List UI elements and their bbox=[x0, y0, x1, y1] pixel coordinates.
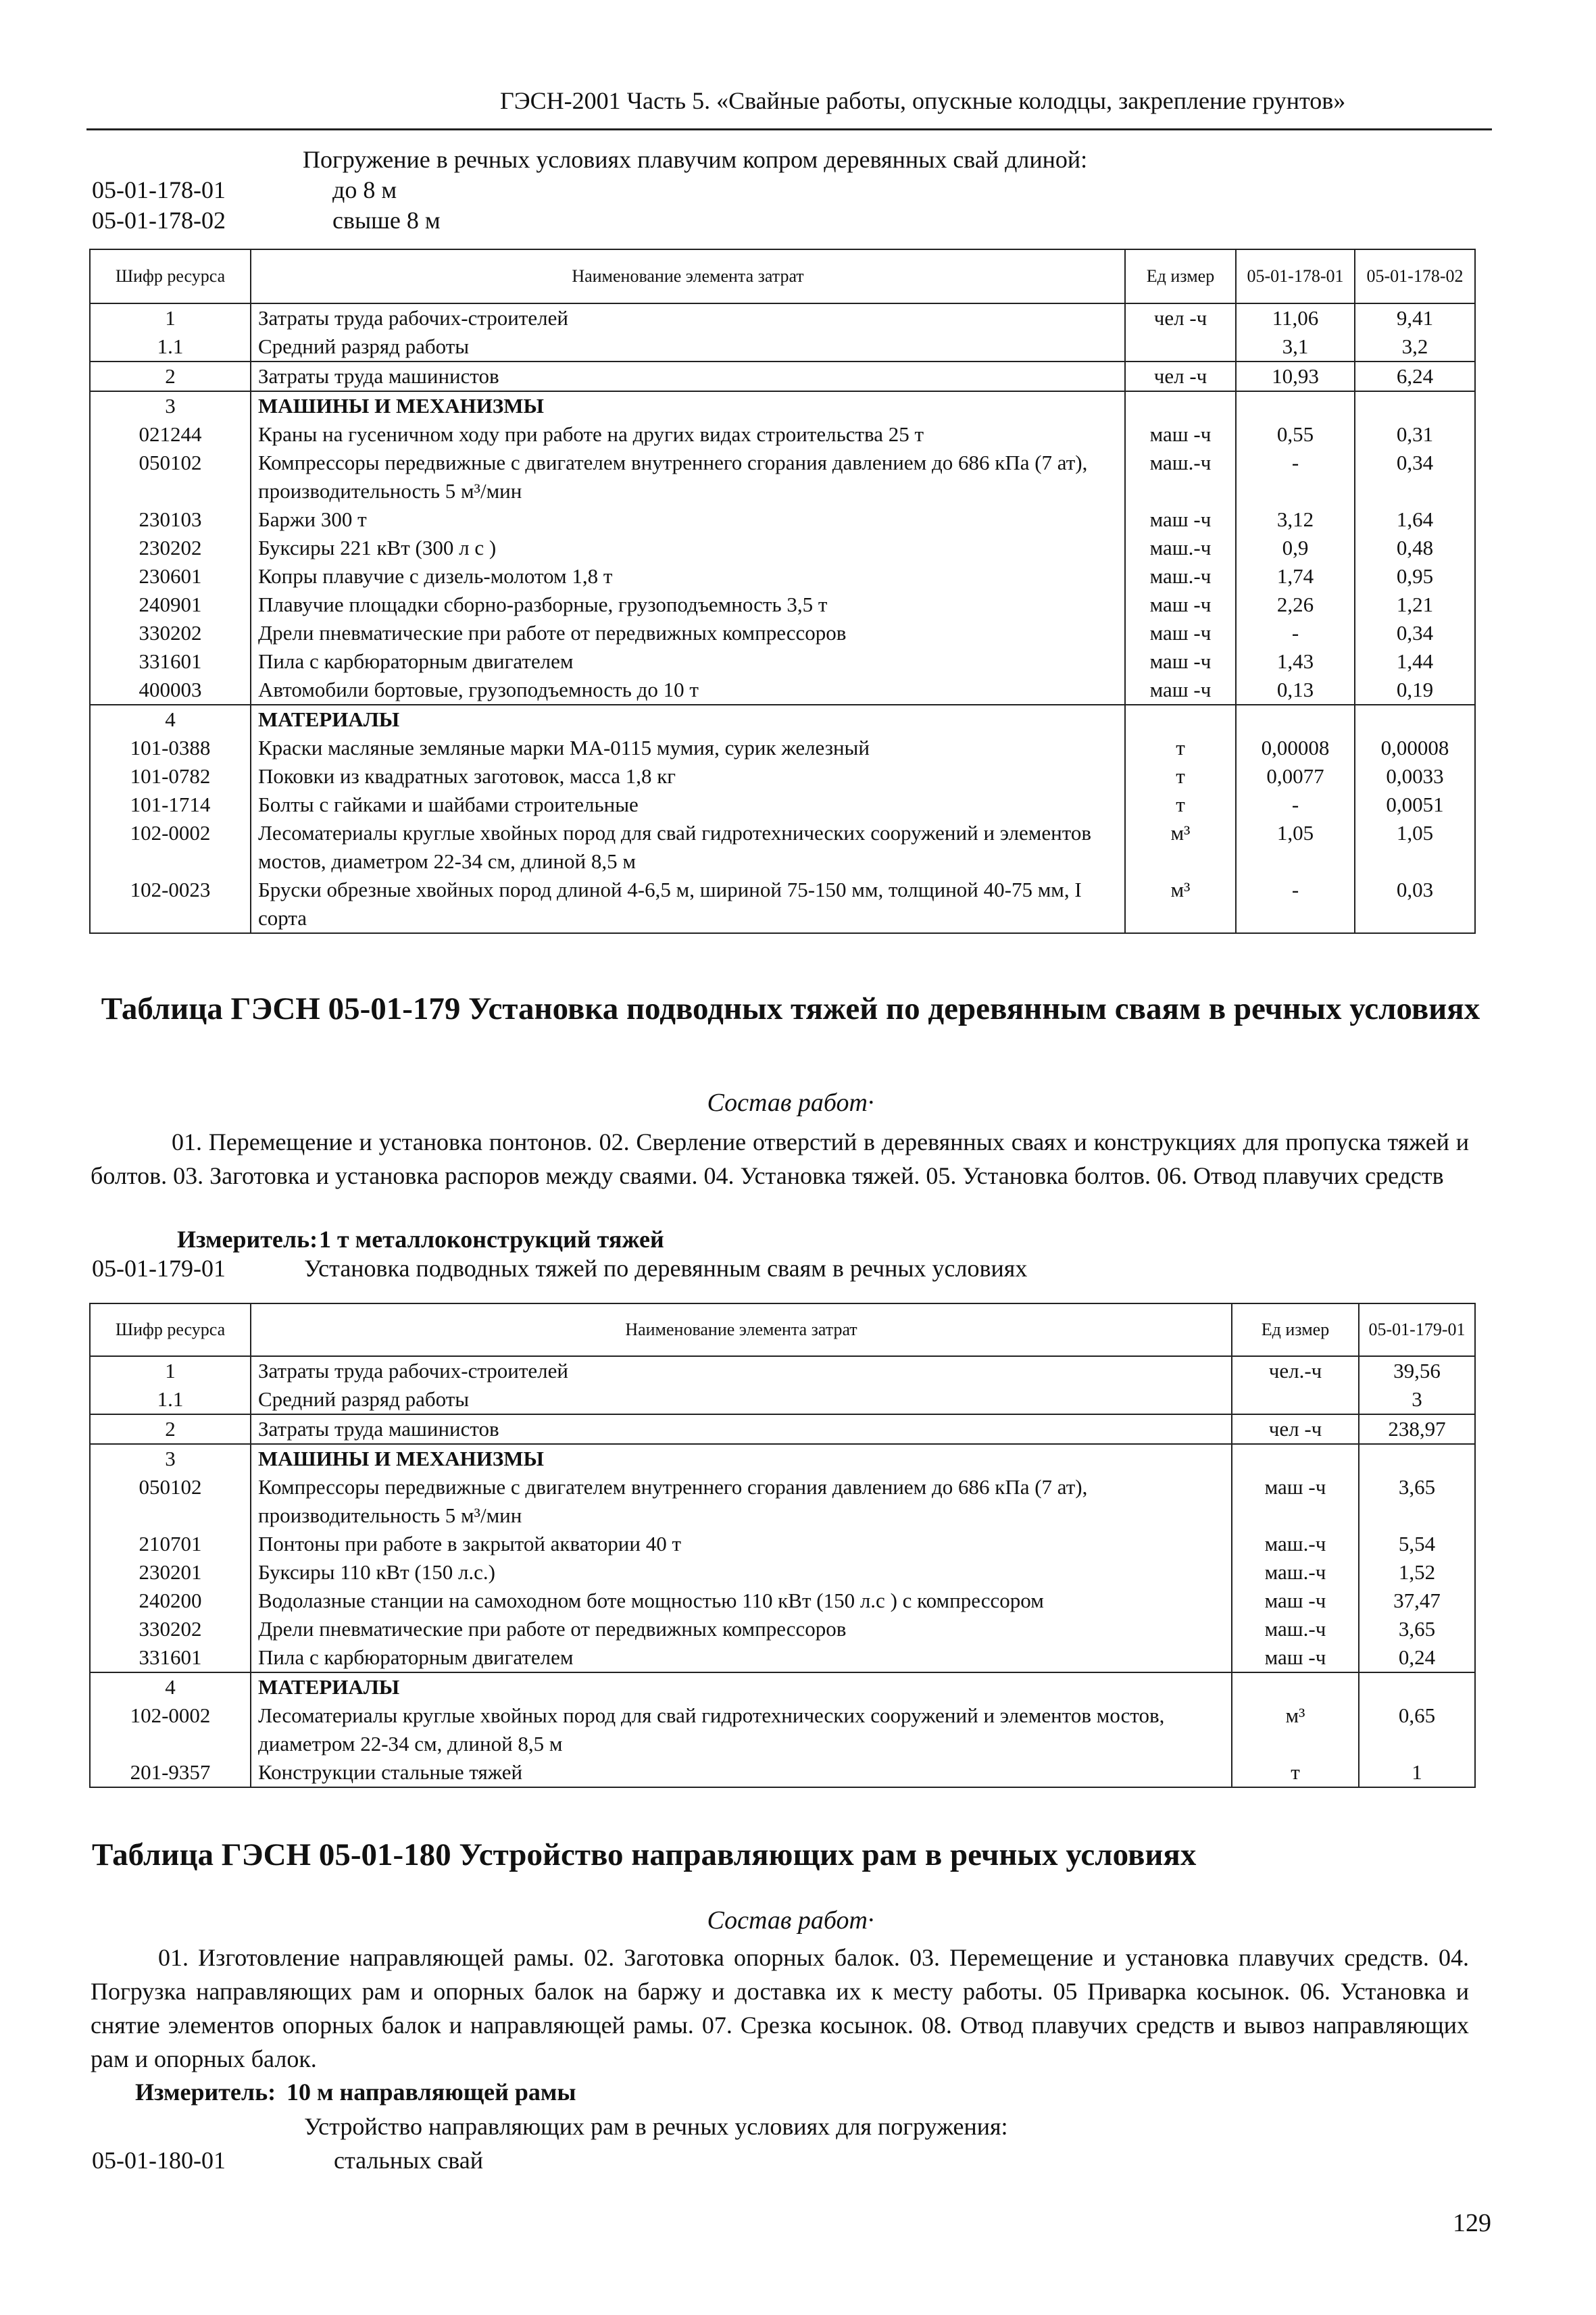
cell-code: 2 bbox=[90, 1414, 251, 1444]
cell-name: Плавучие площадки сборно-разборные, грузоподъемность 3,5 т bbox=[251, 591, 1125, 619]
cell-name: Дрели пневматические при работе от передвижных компрессоров bbox=[251, 1615, 1232, 1643]
table-row bbox=[90, 332, 1475, 362]
header-rule bbox=[86, 128, 1492, 130]
cell-value: 1,21 bbox=[1355, 591, 1475, 619]
col-header-norm: 05-01-178-02 bbox=[1355, 249, 1475, 303]
cell-code: 1 bbox=[90, 1356, 251, 1385]
cell-unit: маш.-ч bbox=[1232, 1615, 1359, 1643]
cell-unit: чел -ч bbox=[1125, 303, 1236, 332]
cell-unit: маш -ч bbox=[1125, 647, 1236, 676]
cell-value: 11,06 bbox=[1236, 303, 1355, 332]
cell-value: 1,05 bbox=[1355, 819, 1475, 876]
table-row bbox=[90, 1530, 1475, 1558]
cell-value: 6,24 bbox=[1355, 362, 1475, 391]
table-row bbox=[90, 303, 1475, 332]
cell-code: 101-1714 bbox=[90, 791, 251, 819]
cell-value: 0,48 bbox=[1355, 534, 1475, 562]
cell-unit: маш.-ч bbox=[1232, 1530, 1359, 1558]
table-row bbox=[90, 1558, 1475, 1587]
t178-variant-code: 05-01-178-01 bbox=[92, 176, 226, 203]
cell-unit: маш.-ч bbox=[1125, 562, 1236, 591]
cell-unit: чел -ч bbox=[1232, 1414, 1359, 1444]
t180-variant-label: стальных свай bbox=[334, 2147, 484, 2174]
cell-name: Понтоны при работе в закрытой акватории 40 т bbox=[251, 1530, 1232, 1558]
cell-value: 0,31 bbox=[1355, 420, 1475, 449]
cell-unit: м³ bbox=[1232, 1701, 1359, 1758]
cell-unit: маш.-ч bbox=[1125, 534, 1236, 562]
table-row bbox=[90, 762, 1475, 791]
cell-unit: маш -ч bbox=[1125, 505, 1236, 534]
table-row bbox=[90, 391, 1475, 420]
cell-code: 230201 bbox=[90, 1558, 251, 1587]
table-179-title: Таблица ГЭСН 05-01-179 Установка подводных тяжей по деревянным сваям в речных условиях bbox=[101, 991, 1480, 1026]
col-header-name: Наименование элемента затрат bbox=[251, 1303, 1232, 1356]
cell-value: 1,43 bbox=[1236, 647, 1355, 676]
cell-name: Компрессоры передвижные с двигателем внутреннего сгорания давлением до 686 кПа (7 ат), производительность 5 м³/мин bbox=[251, 1473, 1232, 1530]
cell-code: 101-0782 bbox=[90, 762, 251, 791]
cell-name: МАТЕРИАЛЫ bbox=[251, 1672, 1232, 1701]
cell-unit bbox=[1232, 1672, 1359, 1701]
cell-value bbox=[1355, 705, 1475, 734]
table-row bbox=[90, 449, 1475, 505]
cell-name: Водолазные станции на самоходном боте мощностью 110 кВт (150 л.с ) с компрессором bbox=[251, 1587, 1232, 1615]
cell-value: 3 bbox=[1359, 1385, 1475, 1414]
table-row bbox=[90, 1444, 1475, 1473]
table-row bbox=[90, 534, 1475, 562]
cell-code: 2 bbox=[90, 362, 251, 391]
cell-name: Средний разряд работы bbox=[251, 1385, 1232, 1414]
cell-value: 0,55 bbox=[1236, 420, 1355, 449]
table-row bbox=[90, 647, 1475, 676]
col-header-code: Шифр ресурса bbox=[90, 1303, 251, 1356]
cell-unit bbox=[1125, 391, 1236, 420]
t180-composition: 01. Изготовление направляющей рамы. 02. Заготовка опорных балок. 03. Перемещение и установка плавучих средств. 04. Погрузка направляющих рам и опорных балок на баржу и доставка их к месту работы. 05 Приварка косынок. 06. Установка и снятие элементов опорных балок и направляющей рамы. 07. Срезка косынок. 08. Отвод плавучих средств и вывоз направляющих рам и опорных балок. bbox=[91, 1944, 1469, 2072]
cell-code: 330202 bbox=[90, 619, 251, 647]
cell-value: 1,64 bbox=[1355, 505, 1475, 534]
table-row bbox=[90, 819, 1475, 876]
cell-name: Пила с карбюраторным двигателем bbox=[251, 647, 1125, 676]
table-row bbox=[90, 1356, 1475, 1385]
cell-name: Пила с карбюраторным двигателем bbox=[251, 1643, 1232, 1672]
cell-name: Средний разряд работы bbox=[251, 332, 1125, 362]
table-row bbox=[90, 1587, 1475, 1615]
cell-unit bbox=[1125, 332, 1236, 362]
cell-value: 1,44 bbox=[1355, 647, 1475, 676]
cell-value: - bbox=[1236, 791, 1355, 819]
cell-value: 1,74 bbox=[1236, 562, 1355, 591]
table-row bbox=[90, 1615, 1475, 1643]
cell-unit: т bbox=[1125, 734, 1236, 762]
cell-value: 3,2 bbox=[1355, 332, 1475, 362]
cell-value: 0,00008 bbox=[1236, 734, 1355, 762]
table-row bbox=[90, 734, 1475, 762]
cell-name: Буксиры 221 кВт (300 л с ) bbox=[251, 534, 1125, 562]
cell-unit: т bbox=[1125, 791, 1236, 819]
col-header-norm: 05-01-178-01 bbox=[1236, 249, 1355, 303]
table-row bbox=[90, 876, 1475, 933]
t179-variant-code: 05-01-179-01 bbox=[92, 1255, 226, 1282]
cell-value: 10,93 bbox=[1236, 362, 1355, 391]
cell-value bbox=[1359, 1672, 1475, 1701]
cell-code: 4 bbox=[90, 705, 251, 734]
table-row bbox=[90, 1672, 1475, 1701]
table-row bbox=[90, 1758, 1475, 1787]
cell-value: 0,0077 bbox=[1236, 762, 1355, 791]
table-row bbox=[90, 362, 1475, 391]
cell-name: Затраты труда рабочих-строителей bbox=[251, 303, 1125, 332]
cell-code: 1 bbox=[90, 303, 251, 332]
running-header: ГЭСН-2001 Часть 5. «Свайные работы, опускные колодцы, закрепление грунтов» bbox=[500, 87, 1346, 114]
cell-unit: маш -ч bbox=[1232, 1643, 1359, 1672]
table-row bbox=[90, 1473, 1475, 1530]
table-row bbox=[90, 676, 1475, 705]
cell-value: 0,0033 bbox=[1355, 762, 1475, 791]
resource-table-178 bbox=[89, 249, 1476, 934]
cell-name: Болты с гайками и шайбами строительные bbox=[251, 791, 1125, 819]
table-row bbox=[90, 562, 1475, 591]
cell-value: 3,12 bbox=[1236, 505, 1355, 534]
cell-unit: маш.-ч bbox=[1232, 1558, 1359, 1587]
cell-code: 331601 bbox=[90, 647, 251, 676]
cell-code: 1.1 bbox=[90, 1385, 251, 1414]
cell-value: 1 bbox=[1359, 1758, 1475, 1787]
t179-composition: 01. Перемещение и установка понтонов. 02. Сверление отверстий в деревянных сваях и конструкциях для пропуска тяжей и болтов. 03. Заготовка и установка распоров между сваями. 04. Установка тяжей. 05. Установка болтов. 06. Отвод плавучих средств bbox=[91, 1128, 1469, 1189]
table-row bbox=[90, 505, 1475, 534]
cell-name: Затраты труда машинистов bbox=[251, 362, 1125, 391]
cell-value bbox=[1355, 391, 1475, 420]
t180-meter-value: 10 м направляющей рамы bbox=[286, 2078, 576, 2106]
cell-unit bbox=[1125, 705, 1236, 734]
col-header-name: Наименование элемента затрат bbox=[251, 249, 1125, 303]
cell-code: 4 bbox=[90, 1672, 251, 1701]
page-number: 129 bbox=[1453, 2209, 1491, 2237]
cell-unit: маш.-ч bbox=[1125, 449, 1236, 505]
cell-unit: м³ bbox=[1125, 819, 1236, 876]
cell-value: 0,13 bbox=[1236, 676, 1355, 705]
cell-value: 0,19 bbox=[1355, 676, 1475, 705]
cell-value: 0,00008 bbox=[1355, 734, 1475, 762]
t179-variant-label: Установка подводных тяжей по деревянным сваям в речных условиях bbox=[304, 1255, 1028, 1282]
cell-name: Краски масляные земляные марки МА-0115 мумия, сурик железный bbox=[251, 734, 1125, 762]
resource-table-179 bbox=[89, 1303, 1476, 1788]
cell-value: 0,0051 bbox=[1355, 791, 1475, 819]
cell-value bbox=[1359, 1444, 1475, 1473]
table-row bbox=[90, 791, 1475, 819]
t180-intro: Устройство направляющих рам в речных условиях для погружения: bbox=[304, 2113, 1008, 2140]
t180-meter-label: Измеритель: bbox=[135, 2078, 276, 2106]
table-row bbox=[90, 619, 1475, 647]
t178-variant-code: 05-01-178-02 bbox=[92, 207, 226, 234]
cell-code: 102-0023 bbox=[90, 876, 251, 933]
cell-code: 230601 bbox=[90, 562, 251, 591]
cell-value: - bbox=[1236, 449, 1355, 505]
cell-code: 210701 bbox=[90, 1530, 251, 1558]
cell-name: МАШИНЫ И МЕХАНИЗМЫ bbox=[251, 1444, 1232, 1473]
cell-code: 330202 bbox=[90, 1615, 251, 1643]
cell-code: 050102 bbox=[90, 449, 251, 505]
cell-value: 3,1 bbox=[1236, 332, 1355, 362]
table-row bbox=[90, 1385, 1475, 1414]
cell-value: 5,54 bbox=[1359, 1530, 1475, 1558]
cell-code: 230202 bbox=[90, 534, 251, 562]
cell-value: 0,9 bbox=[1236, 534, 1355, 562]
t180-variant-code: 05-01-180-01 bbox=[92, 2147, 226, 2174]
t179-meter-value: 1 т металлоконструкций тяжей bbox=[319, 1226, 664, 1253]
cell-code: 102-0002 bbox=[90, 819, 251, 876]
t179-composition-heading: Состав работ· bbox=[707, 1089, 874, 1117]
cell-value: 0,34 bbox=[1355, 449, 1475, 505]
cell-unit: чел -ч bbox=[1125, 362, 1236, 391]
cell-name: МАШИНЫ И МЕХАНИЗМЫ bbox=[251, 391, 1125, 420]
cell-value: 0,65 bbox=[1359, 1701, 1475, 1758]
cell-code: 331601 bbox=[90, 1643, 251, 1672]
cell-unit: маш -ч bbox=[1232, 1587, 1359, 1615]
cell-value: 9,41 bbox=[1355, 303, 1475, 332]
cell-name: Копры плавучие с дизель-молотом 1,8 т bbox=[251, 562, 1125, 591]
cell-unit: маш -ч bbox=[1232, 1473, 1359, 1530]
cell-value: - bbox=[1236, 876, 1355, 933]
col-header-unit: Ед измер bbox=[1125, 249, 1236, 303]
cell-code: 1.1 bbox=[90, 332, 251, 362]
cell-value: 39,56 bbox=[1359, 1356, 1475, 1385]
cell-name: Затраты труда машинистов bbox=[251, 1414, 1232, 1444]
cell-code: 101-0388 bbox=[90, 734, 251, 762]
cell-name: Бруски обрезные хвойных пород длиной 4-6,5 м, шириной 75-150 мм, толщиной 40-75 мм, I сорта bbox=[251, 876, 1125, 933]
cell-value: - bbox=[1236, 619, 1355, 647]
cell-unit: маш -ч bbox=[1125, 676, 1236, 705]
cell-code: 102-0002 bbox=[90, 1701, 251, 1758]
cell-value: 1,52 bbox=[1359, 1558, 1475, 1587]
cell-code: 3 bbox=[90, 1444, 251, 1473]
cell-name: Автомобили бортовые, грузоподъемность до 10 т bbox=[251, 676, 1125, 705]
cell-value: 3,65 bbox=[1359, 1615, 1475, 1643]
cell-name: Поковки из квадратных заготовок, масса 1,8 кг bbox=[251, 762, 1125, 791]
col-header-norm: 05-01-179-01 bbox=[1359, 1303, 1475, 1356]
cell-value: 1,05 bbox=[1236, 819, 1355, 876]
cell-value: 37,47 bbox=[1359, 1587, 1475, 1615]
cell-code: 050102 bbox=[90, 1473, 251, 1530]
cell-unit bbox=[1232, 1444, 1359, 1473]
cell-value bbox=[1236, 391, 1355, 420]
cell-unit bbox=[1232, 1385, 1359, 1414]
t179-meter-label: Измеритель: bbox=[177, 1226, 318, 1253]
cell-name: МАТЕРИАЛЫ bbox=[251, 705, 1125, 734]
table-row bbox=[90, 420, 1475, 449]
cell-code: 201-9357 bbox=[90, 1758, 251, 1787]
cell-name: Компрессоры передвижные с двигателем внутреннего сгорания давлением до 686 кПа (7 ат), производительность 5 м³/мин bbox=[251, 449, 1125, 505]
t180-composition-heading: Состав работ· bbox=[707, 1906, 874, 1935]
cell-value: 0,03 bbox=[1355, 876, 1475, 933]
cell-name: Конструкции стальные тяжей bbox=[251, 1758, 1232, 1787]
t178-variant-label: до 8 м bbox=[332, 176, 397, 203]
table-row bbox=[90, 1643, 1475, 1672]
cell-code: 240901 bbox=[90, 591, 251, 619]
cell-value: 0,95 bbox=[1355, 562, 1475, 591]
cell-value: 0,34 bbox=[1355, 619, 1475, 647]
cell-name: Лесоматериалы круглые хвойных пород для свай гидротехнических сооружений и элементов мостов, диаметром 22-34 см, длиной 8,5 м bbox=[251, 819, 1125, 876]
cell-unit: м³ bbox=[1125, 876, 1236, 933]
cell-code: 240200 bbox=[90, 1587, 251, 1615]
col-header-unit: Ед измер bbox=[1232, 1303, 1359, 1356]
table-row bbox=[90, 705, 1475, 734]
cell-code: 021244 bbox=[90, 420, 251, 449]
col-header-code: Шифр ресурса bbox=[90, 249, 251, 303]
cell-value: 3,65 bbox=[1359, 1473, 1475, 1530]
t178-intro: Погружение в речных условиях плавучим копром деревянных свай длиной: bbox=[303, 146, 1088, 173]
cell-value: 2,26 bbox=[1236, 591, 1355, 619]
cell-unit: маш -ч bbox=[1125, 591, 1236, 619]
cell-name: Краны на гусеничном ходу при работе на других видах строительства 25 т bbox=[251, 420, 1125, 449]
cell-name: Буксиры 110 кВт (150 л.с.) bbox=[251, 1558, 1232, 1587]
table-row bbox=[90, 591, 1475, 619]
t178-variant-label: свыше 8 м bbox=[332, 207, 441, 234]
cell-name: Затраты труда рабочих-строителей bbox=[251, 1356, 1232, 1385]
cell-unit: маш -ч bbox=[1125, 619, 1236, 647]
cell-name: Дрели пневматические при работе от передвижных компрессоров bbox=[251, 619, 1125, 647]
cell-unit: т bbox=[1125, 762, 1236, 791]
cell-code: 400003 bbox=[90, 676, 251, 705]
cell-name: Баржи 300 т bbox=[251, 505, 1125, 534]
cell-value bbox=[1236, 705, 1355, 734]
cell-code: 3 bbox=[90, 391, 251, 420]
table-row bbox=[90, 1414, 1475, 1444]
cell-unit: т bbox=[1232, 1758, 1359, 1787]
table-180-title: Таблица ГЭСН 05-01-180 Устройство направляющих рам в речных условиях bbox=[92, 1837, 1197, 1872]
cell-unit: маш -ч bbox=[1125, 420, 1236, 449]
cell-value: 0,24 bbox=[1359, 1643, 1475, 1672]
table-row bbox=[90, 1701, 1475, 1758]
cell-name: Лесоматериалы круглые хвойных пород для свай гидротехнических сооружений и элементов мостов, диаметром 22-34 см, длиной 8,5 м bbox=[251, 1701, 1232, 1758]
cell-value: 238,97 bbox=[1359, 1414, 1475, 1444]
cell-unit: чел.-ч bbox=[1232, 1356, 1359, 1385]
cell-code: 230103 bbox=[90, 505, 251, 534]
